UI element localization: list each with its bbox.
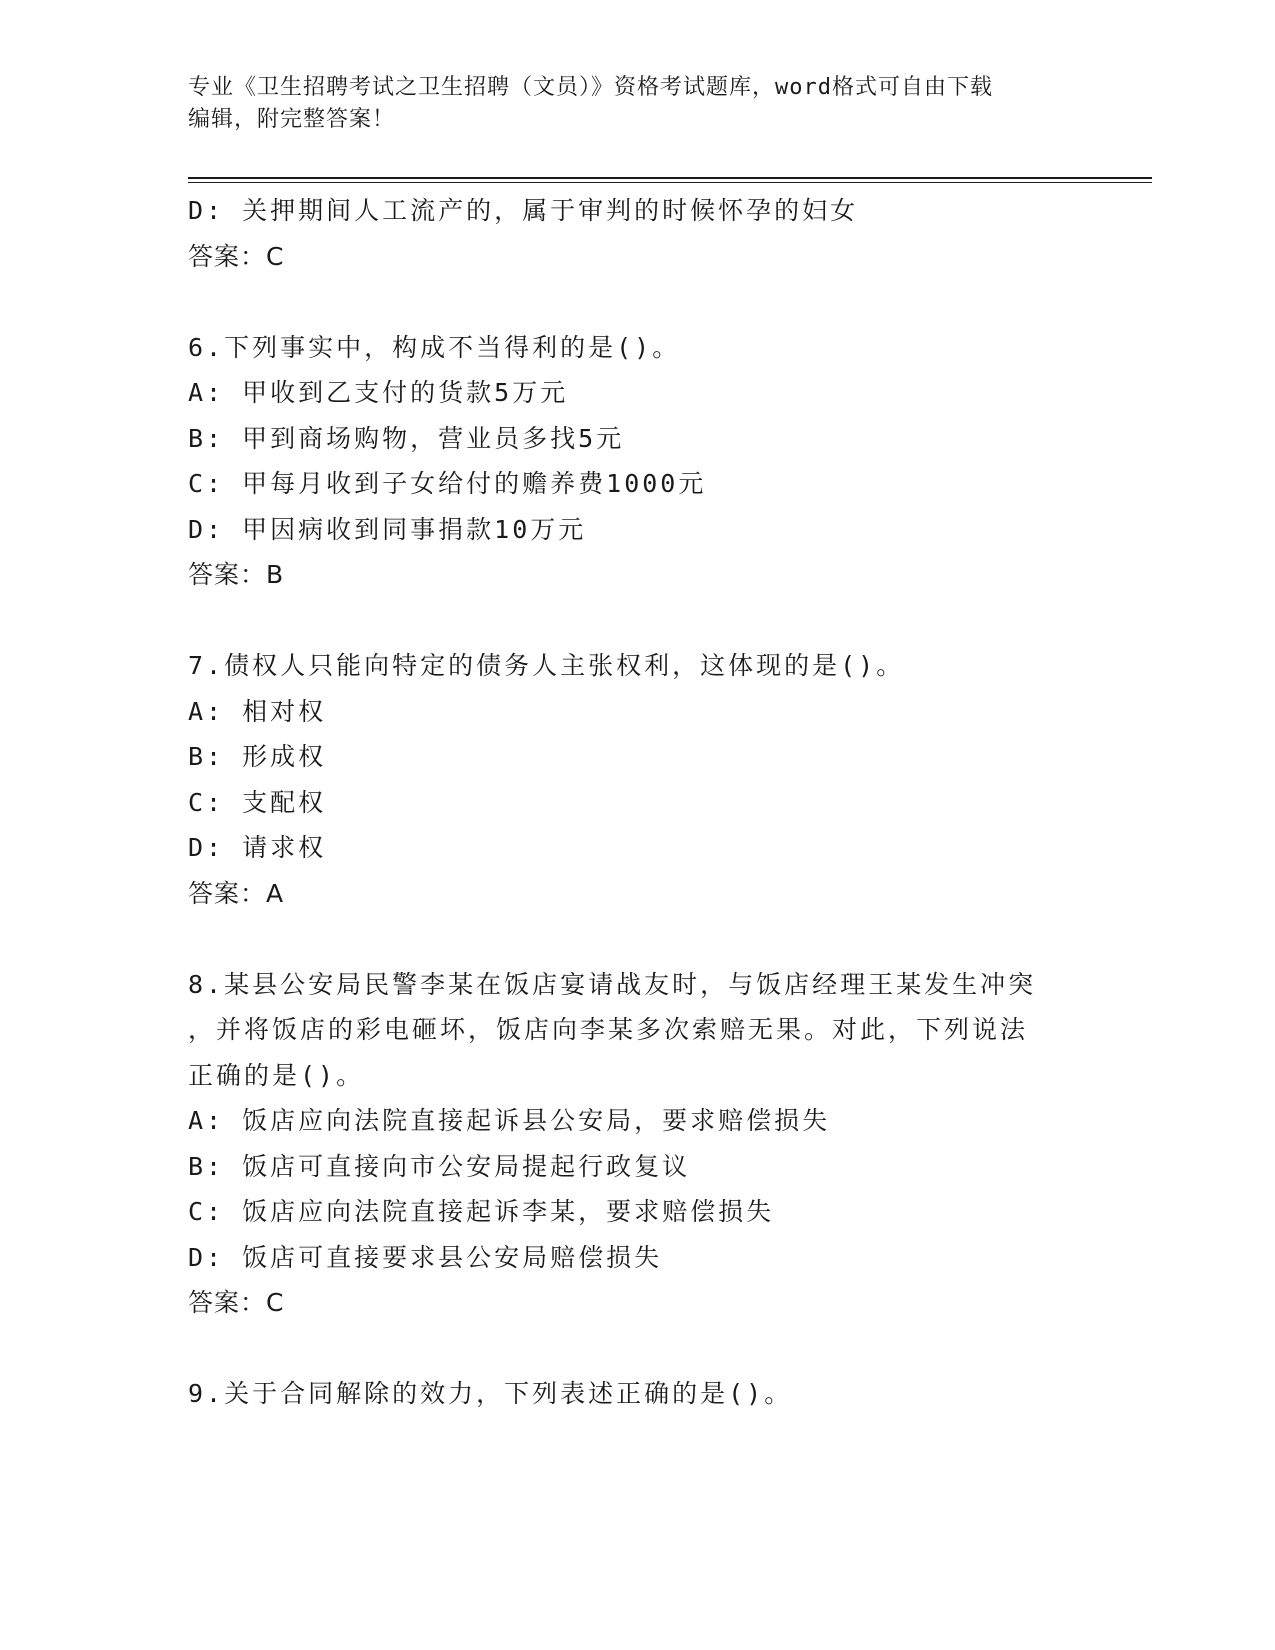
question-8-option-a: A: 饭店应向法院直接起诉县公安局，要求赔偿损失 — [188, 1106, 831, 1135]
carryover-option-d: D: 关押期间人工流产的，属于审判的时候怀孕的妇女 — [188, 196, 859, 225]
question-8-stem-line-1: 8.某县公安局民警李某在饭店宴请战友时，与饭店经理王某发生冲突 — [188, 969, 1037, 999]
question-6-option-b: B: 甲到商场购物，营业员多找5元 — [188, 423, 625, 453]
question-7-answer: 答案：A — [188, 878, 285, 908]
question-8-option-d: D: 饭店可直接要求县公安局赔偿损失 — [188, 1242, 663, 1272]
spacer — [188, 916, 1088, 962]
question-8-option-b: B: 饭店可直接向市公安局提起行政复议 — [188, 1151, 691, 1181]
spacer — [188, 279, 1088, 325]
question-list — [188, 188, 1088, 1417]
question-7-stem: 7.债权人只能向特定的债务人主张权利，这体现的是()。 — [188, 651, 905, 680]
question-9-stem: 9.关于合同解除的效力，下列表述正确的是()。 — [188, 1379, 793, 1408]
question-8-answer: 答案：C — [188, 1288, 285, 1317]
header-line-2: 编辑，附完整答案！ — [188, 107, 396, 132]
header-divider-thin — [188, 182, 1152, 183]
question-8-stem-line-3: 正确的是()。 — [188, 1060, 365, 1090]
header-divider-thick — [188, 177, 1152, 179]
question-8-stem-line-2: ，并将饭店的彩电砸坏，饭店向李某多次索赔无果。对此，下列说法 — [188, 1015, 1029, 1044]
question-6-option-d: D: 甲因病收到同事捐款10万元 — [188, 514, 587, 544]
question-7-option-b: B: 形成权 — [188, 742, 327, 771]
question-8-option-c: C: 饭店应向法院直接起诉李某，要求赔偿损失 — [188, 1197, 775, 1226]
question-7-option-d: D: 请求权 — [188, 833, 327, 862]
header-line-1: 专业《卫生招聘考试之卫生招聘（文员）》资格考试题库，word格式可自由下载 — [188, 75, 993, 100]
spacer — [188, 598, 1088, 644]
document-header — [188, 72, 1088, 136]
carryover-answer: 答案：C — [188, 241, 285, 271]
question-7-option-a: A: 相对权 — [188, 696, 327, 726]
question-6-option-c: C: 甲每月收到子女给付的赡养费1000元 — [188, 469, 707, 498]
question-6-answer: 答案：B — [188, 560, 285, 589]
question-6-stem: 6.下列事实中，构成不当得利的是()。 — [188, 332, 681, 362]
question-7-option-c: C: 支配权 — [188, 787, 327, 817]
spacer — [188, 1326, 1088, 1372]
question-6-option-a: A: 甲收到乙支付的货款5万元 — [188, 378, 569, 407]
